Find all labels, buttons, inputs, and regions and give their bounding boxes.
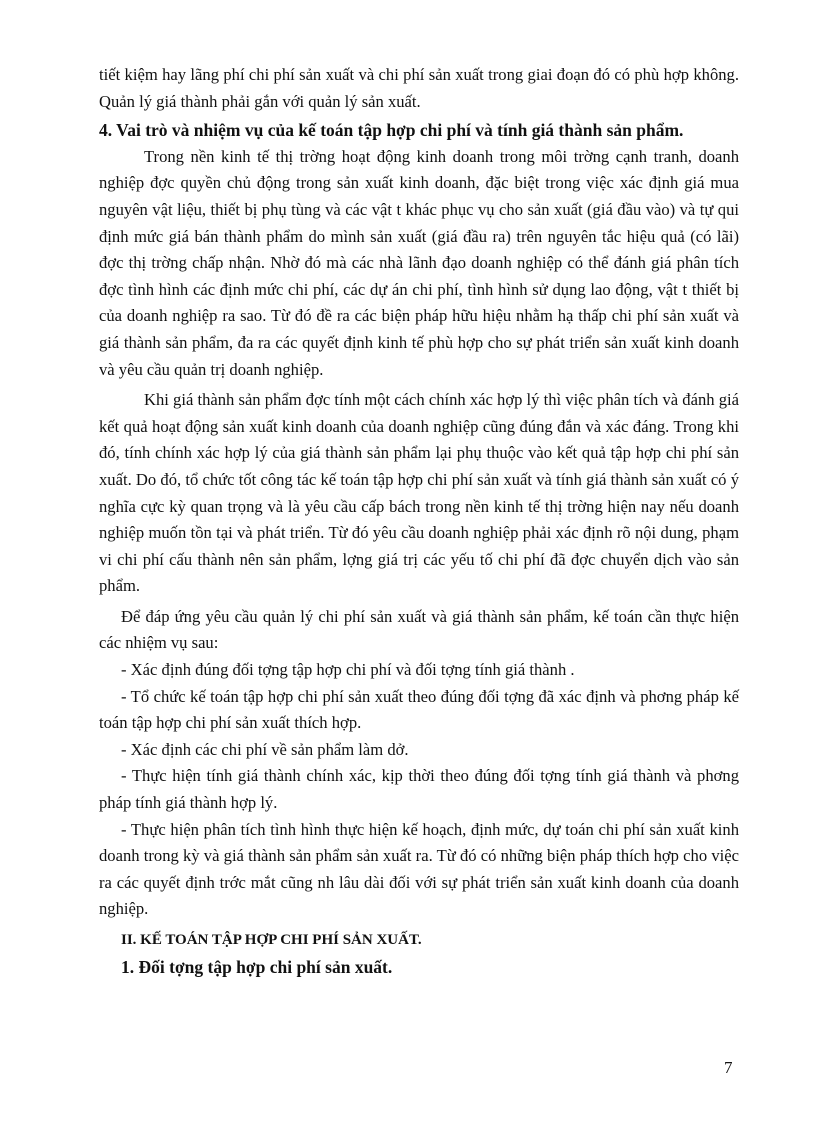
task-item: - Thực hiện phân tích tình hình thực hiện kế hoạch, định mức, dự toán chi phí sản xuất kinh doanh trong kỳ và giá thành sản phẩm sản xuất ra. Từ đó có những biện pháp thích hợp cho việc ra các quyết định trớc mắt cũng nh lâu dài đối với sự phát triển sản xuất kinh doanh của doanh nghiệp. xyxy=(99,819,739,919)
section-heading-4: 4. Vai trò và nhiệm vụ của kế toán tập hợp chi phí và tính giá thành sản phẩm. xyxy=(99,120,684,141)
paragraph-2: Khi giá thành sản phẩm đợc tính một cách chính xác hợp lý thì việc phân tích và đánh giá kết quả hoạt động sản xuất kinh doanh của doanh nghiệp cũng đúng đắn và xác đáng. Trong khi đó, tính chính xác hợp lý của giá thành sản phẩm lại phụ thuộc vào kết quả tập hợp chi phí sản xuất. Do đó, tổ chức tốt công tác kế toán tập hợp chi phí sản xuất và tính giá thành sản xuất có ý nghĩa cực kỳ quan trọng và là yêu cầu cấp bách trong nền kinh tế thị trờng hiện nay nếu doanh nghiệp muốn tồn tại và phát triển. Từ đó yêu cầu doanh nghiệp phải xác định rõ nội dung, phạm vi chi phí cấu thành nên sản phẩm, lợng giá trị các yếu tố chi phí đã đợc chuyển dịch vào sản phẩm. xyxy=(99,390,739,596)
task-item: - Xác định các chi phí về sản phẩm làm dở. xyxy=(121,739,409,759)
task-item: - Tổ chức kế toán tập hợp chi phí sản xuất theo đúng đối tợng đã xác định và phơng pháp kế toán tập hợp chi phí sản xuất thích hợp. xyxy=(99,686,739,733)
task-item: - Thực hiện tính giá thành chính xác, kịp thời theo đúng đối tợng tính giá thành và phơng pháp tính giá thành hợp lý. xyxy=(99,766,739,813)
document-body xyxy=(99,62,739,980)
paragraph-3: Để đáp ứng yêu cầu quản lý chi phí sản xuất và giá thành sản phẩm, kế toán cần thực hiện các nhiệm vụ sau: xyxy=(99,606,739,653)
paragraph-intro-end: tiết kiệm hay lãng phí chi phí sản xuất và chi phí sản xuất trong giai đoạn đó có phù hợp không. Quản lý giá thành phải gắn với quản lý sản xuất. xyxy=(99,65,739,111)
page-number: 7 xyxy=(724,1058,733,1077)
section-heading-II: II. KẾ TOÁN TẬP HỢP CHI PHÍ SẢN XUẤT. xyxy=(121,932,422,948)
task-item: - Xác định đúng đối tợng tập hợp chi phí và đối tợng tính giá thành . xyxy=(121,660,575,680)
subsection-heading-1: 1. Đối tợng tập hợp chi phí sản xuất. xyxy=(121,956,393,977)
paragraph-1: Trong nền kinh tế thị trờng hoạt động kinh doanh trong môi trờng cạnh tranh, doanh nghiệp đợc quyền chủ động trong sản xuất kinh doanh, đặc biệt trong việc xác định giá mua nguyên vật liệu, thiết bị phụ tùng và các vật t khác phục vụ cho sản xuất (giá đầu vào) và tự qui định mức giá bán thành phẩm do mình sản xuất (giá đầu ra) trên nguyên tắc hiệu quả (có lãi) đợc thị trờng chấp nhận. Nhờ đó mà các nhà lãnh đạo doanh nghiệp có thể đánh giá phân tích đợc tình hình các định mức chi phí, các dự án chi phí, tình hình sử dụng lao động, vật t thiết bị của doanh nghiệp ra sao. Từ đó đề ra các biện pháp hữu hiệu nhằm hạ thấp chi phí sản xuất và giá thành sản phẩm, đa ra các quyết định kinh tế phù hợp cho sự phát triển sản xuất kinh doanh và yêu cầu quản trị doanh nghiệp. xyxy=(99,146,739,379)
